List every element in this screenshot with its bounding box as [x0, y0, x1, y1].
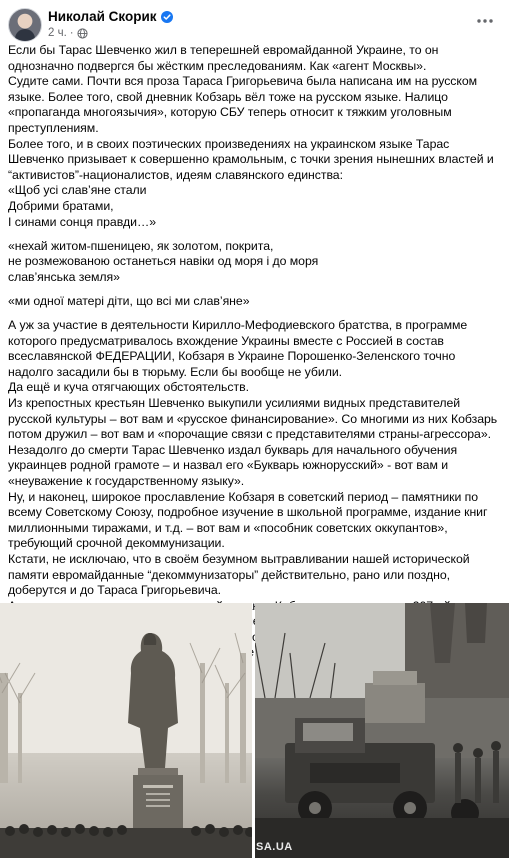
post-text [8, 43, 502, 661]
post-time[interactable]: 2 ч. [48, 27, 67, 39]
post-paragraph: Из крепостных крестьян Шевченко выкупили усилиями видных представителей русской культуры – вот вам и «русское финансирование». Со многими из них Кобзарь потом дружил – вот вам и «порочащие связи с представителями страны-агрессора». Незадолго до смерти Тарас Шевченко издал букварь для начального обучения украинцев родной грамоте – и назвал его «Букварь южнорусский» - вот вам и «неуважение к государственному языку». [8, 395, 498, 488]
post-meta: 2 ч. · [48, 27, 88, 39]
poem-line: «нехай житом-пшеницею, як золотом, покрита, [8, 238, 274, 253]
post-paragraph: Если бы Тарас Шевченко жил в теперешней евромайданной Украине, то он однозначно подвергся бы жёстким преследованиям. Как «агент Москвы». [8, 43, 439, 73]
poem-line: слав’янська земля» [8, 269, 120, 284]
post-paragraph: Кстати, не исключаю, что в своём безумном вытравливании нашей исторической памяти евромайданные “декоммунизаторы” действительно, рано или поздно, доберутся и до Тараса Григорьевича. [8, 551, 470, 598]
globe-icon [77, 28, 88, 39]
author-name-row [48, 9, 173, 24]
photo-grid [0, 603, 509, 858]
post-paragraph: Судите сами. Почти вся проза Тараса Григорьевича была написана им на русском языке. Более того, свой дневник Кобзарь вёл тоже на русском языке. Налицо «пропаганда многоязычия», которую СБУ теперь относит к тяжким уголовным преступлениям. [8, 74, 478, 135]
monument-odessa-photo[interactable] [255, 603, 509, 858]
post-paragraph: А уж за участие в деятельности Кирилло-Мефодиевского братства, в программе которого предусматривалось вхождение Украины вместе с Россией в состав всеславянской ФЕДЕРАЦИИ, Кобзаря в Украине Порошенко-Зеленского точно надолго засадили бы в тюрьму. Если бы вообще не убили. [8, 318, 468, 379]
poem-line: І синами сонця правди…» [8, 214, 157, 229]
poem-line: Добрими братами, [8, 198, 114, 213]
monument-kiev-photo[interactable] [0, 603, 252, 858]
post-header [8, 8, 501, 44]
author-name[interactable]: Николай Скорик [48, 9, 157, 24]
post-paragraph: Более того, и в своих поэтических произведениях на украинском языке Тарас Шевченко призывает к совершенно крамольным, с точки зрения нынешних властей и “активистов”-националистов, идеям славянского единства: [8, 136, 494, 182]
poem-line: «Щоб усі слав’яне стали [8, 183, 147, 198]
more-options-icon[interactable] [471, 10, 499, 32]
avatar[interactable] [8, 8, 42, 42]
monument-kiev-illustration [0, 603, 252, 858]
post-paragraph: Да ещё и куча отягчающих обстоятельств. [8, 380, 249, 395]
poem-line: не розмежованою останеться навіки од моря і до моря [8, 254, 319, 269]
verified-badge-icon [161, 11, 173, 23]
post-paragraph: Ну, и наконец, широкое прославление Кобзаря в советский период – памятники по всему Советскому Союзу, подробное изучение в школьной программе, издание книг миллионными тиражами, и т.д. – вот вам и «пособник советских оккупантов», требующий срочной декоммунизации. [8, 489, 488, 551]
photo-watermark: SA.UA [256, 841, 293, 853]
monument-odessa-illustration [255, 603, 509, 858]
poem-line: «ми одної матері діти, що всі ми слав’яне» [8, 293, 250, 308]
closing-paragraph: Шевченко! [8, 599, 502, 630]
